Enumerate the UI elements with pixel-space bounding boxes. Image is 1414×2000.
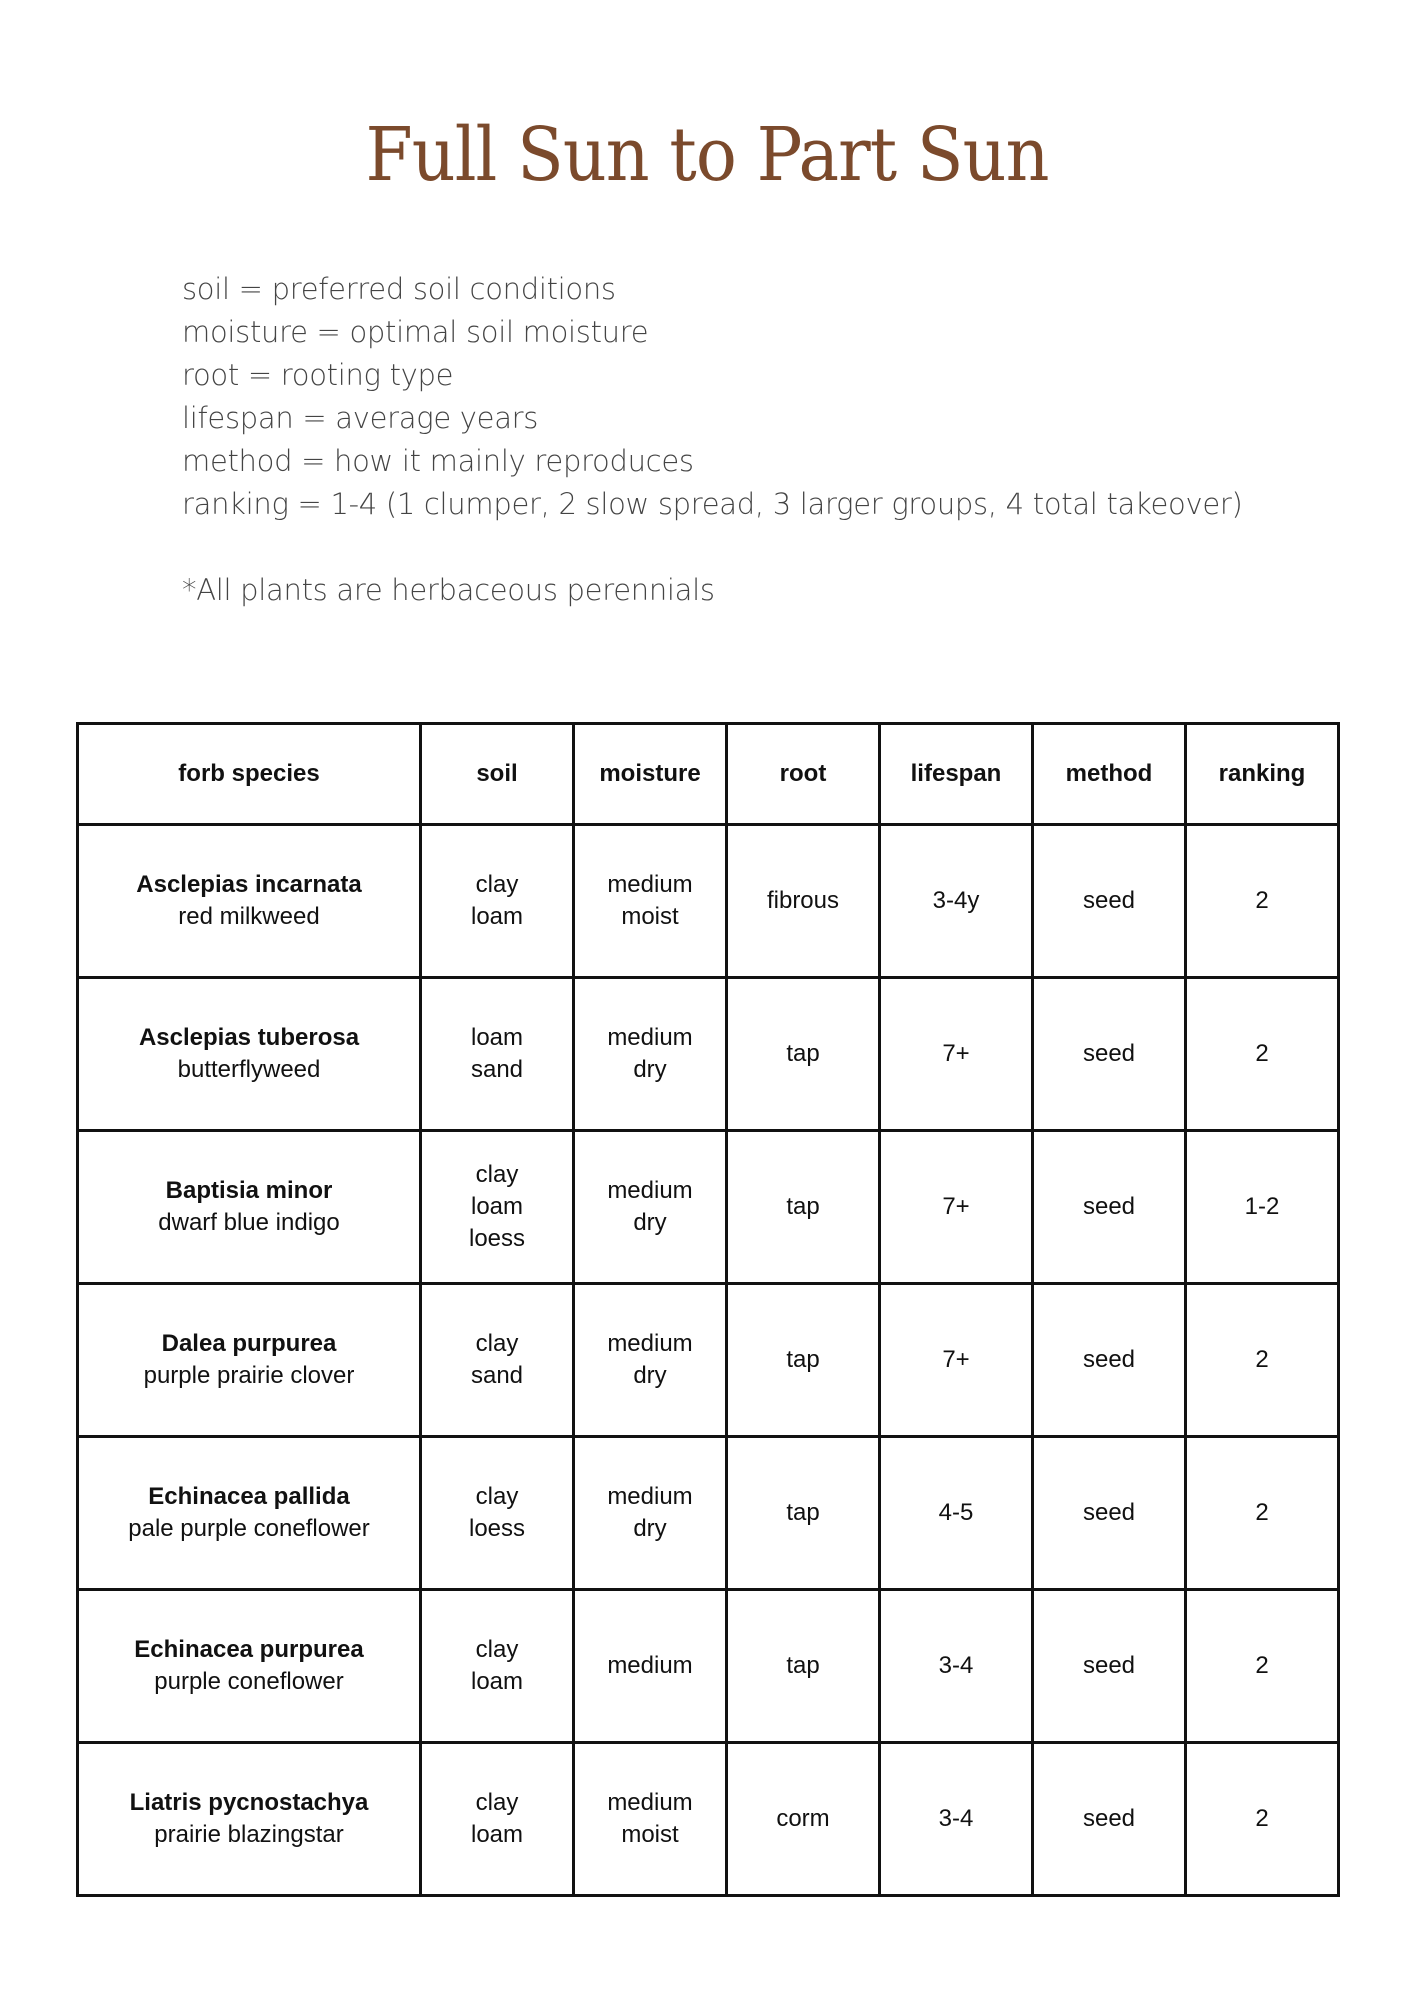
soil-value: clay (475, 1161, 519, 1188)
legend-lifespan: lifespan = average years (182, 401, 539, 435)
soil-value: loess (468, 1515, 526, 1542)
soil-cell (421, 825, 574, 978)
scientific-name: Echinacea pallida (148, 1483, 350, 1510)
ranking-cell: 2 (1186, 1743, 1339, 1896)
ranking-cell: 2 (1186, 1284, 1339, 1437)
soil-value: clay (475, 1483, 519, 1510)
table-header-row (78, 724, 1339, 825)
soil-cell (421, 1590, 574, 1743)
table-row (78, 1590, 1339, 1743)
legend-root: root = rooting type (182, 358, 454, 392)
moisture-value: medium (607, 1024, 693, 1051)
species-cell (78, 1284, 421, 1437)
method-cell: seed (1033, 1437, 1186, 1590)
soil-value: clay (475, 1636, 519, 1663)
method-cell: seed (1033, 1743, 1186, 1896)
table-row (78, 1284, 1339, 1437)
lifespan-cell: 7+ (880, 1131, 1033, 1284)
moisture-value: medium (607, 1177, 693, 1204)
table-row (78, 1437, 1339, 1590)
lifespan-cell: 3-4 (880, 1590, 1033, 1743)
soil-cell (421, 1437, 574, 1590)
scientific-name: Asclepias incarnata (136, 871, 362, 898)
header-lifespan: lifespan (880, 724, 1033, 825)
method-cell: seed (1033, 825, 1186, 978)
soil-cell (421, 1743, 574, 1896)
common-name: purple coneflower (154, 1668, 344, 1695)
root-cell: tap (727, 1437, 880, 1590)
moisture-value: medium (607, 1483, 693, 1510)
page-title: Full Sun to Part Sun (365, 112, 1049, 198)
common-name: dwarf blue indigo (158, 1209, 340, 1236)
table-row (78, 1131, 1339, 1284)
common-name: prairie blazingstar (154, 1821, 344, 1848)
method-cell: seed (1033, 1284, 1186, 1437)
species-cell (78, 1590, 421, 1743)
species-cell (78, 1743, 421, 1896)
moisture-cell (574, 1743, 727, 1896)
soil-value: clay (475, 871, 519, 898)
soil-value: loam (470, 1193, 524, 1220)
ranking-cell: 2 (1186, 978, 1339, 1131)
moisture-value: moist (621, 903, 679, 930)
lifespan-cell: 3-4y (880, 825, 1033, 978)
method-cell: seed (1033, 1131, 1186, 1284)
species-cell (78, 825, 421, 978)
moisture-cell (574, 825, 727, 978)
lifespan-cell: 4-5 (880, 1437, 1033, 1590)
legend-method: method = how it mainly reproduces (182, 444, 694, 478)
moisture-value: medium (607, 1789, 693, 1816)
common-name: butterflyweed (177, 1056, 321, 1083)
root-cell: tap (727, 1284, 880, 1437)
moisture-value: dry (633, 1209, 667, 1236)
soil-value: loam (470, 1024, 524, 1051)
lifespan-cell: 7+ (880, 1284, 1033, 1437)
moisture-value: medium (607, 871, 693, 898)
legend (182, 268, 1243, 612)
soil-value: sand (470, 1056, 524, 1083)
moisture-cell (574, 1131, 727, 1284)
ranking-cell: 2 (1186, 1590, 1339, 1743)
header-root: root (727, 724, 880, 825)
soil-value: loess (468, 1225, 526, 1252)
header-moisture: moisture (574, 724, 727, 825)
moisture-cell (574, 1590, 727, 1743)
header-soil: soil (421, 724, 574, 825)
legend-soil: soil = preferred soil conditions (182, 272, 616, 306)
soil-value: loam (470, 903, 524, 930)
moisture-value: medium (607, 1652, 693, 1679)
method-cell: seed (1033, 978, 1186, 1131)
method-cell: seed (1033, 1590, 1186, 1743)
soil-value: loam (470, 1668, 524, 1695)
moisture-value: dry (633, 1362, 667, 1389)
scientific-name: Liatris pycnostachya (129, 1789, 369, 1816)
perennials-note: *All plants are herbaceous perennials (182, 573, 715, 607)
root-cell: tap (727, 1590, 880, 1743)
species-cell (78, 978, 421, 1131)
scientific-name: Asclepias tuberosa (138, 1024, 360, 1051)
moisture-cell (574, 978, 727, 1131)
species-cell (78, 1437, 421, 1590)
soil-value: clay (475, 1789, 519, 1816)
plant-table (76, 722, 1340, 1897)
ranking-cell: 2 (1186, 1437, 1339, 1590)
common-name: pale purple coneflower (128, 1515, 370, 1542)
root-cell: fibrous (727, 825, 880, 978)
header-ranking: ranking (1186, 724, 1339, 825)
soil-cell (421, 978, 574, 1131)
legend-moisture: moisture = optimal soil moisture (182, 315, 649, 349)
root-cell: tap (727, 978, 880, 1131)
root-cell: tap (727, 1131, 880, 1284)
header-method: method (1033, 724, 1186, 825)
soil-cell (421, 1284, 574, 1437)
common-name: purple prairie clover (143, 1362, 355, 1389)
ranking-cell: 1-2 (1186, 1131, 1339, 1284)
moisture-value: dry (633, 1515, 667, 1542)
header-forb-species: forb species (78, 724, 421, 825)
soil-cell (421, 1131, 574, 1284)
moisture-cell (574, 1437, 727, 1590)
table-row (78, 825, 1339, 978)
lifespan-cell: 3-4 (880, 1743, 1033, 1896)
scientific-name: Baptisia minor (165, 1177, 333, 1204)
lifespan-cell: 7+ (880, 978, 1033, 1131)
legend-ranking: ranking = 1-4 (1 clumper, 2 slow spread, 3 larger groups, 4 total takeover) (182, 487, 1243, 521)
root-cell: corm (727, 1743, 880, 1896)
soil-value: sand (470, 1362, 524, 1389)
species-cell (78, 1131, 421, 1284)
soil-value: loam (470, 1821, 524, 1848)
moisture-value: dry (633, 1056, 667, 1083)
table-row (78, 1743, 1339, 1896)
ranking-cell: 2 (1186, 825, 1339, 978)
soil-value: clay (475, 1330, 519, 1357)
scientific-name: Echinacea purpurea (134, 1636, 364, 1663)
scientific-name: Dalea purpurea (161, 1330, 337, 1357)
table-row (78, 978, 1339, 1131)
common-name: red milkweed (178, 903, 320, 930)
moisture-cell (574, 1284, 727, 1437)
moisture-value: moist (621, 1821, 679, 1848)
moisture-value: medium (607, 1330, 693, 1357)
